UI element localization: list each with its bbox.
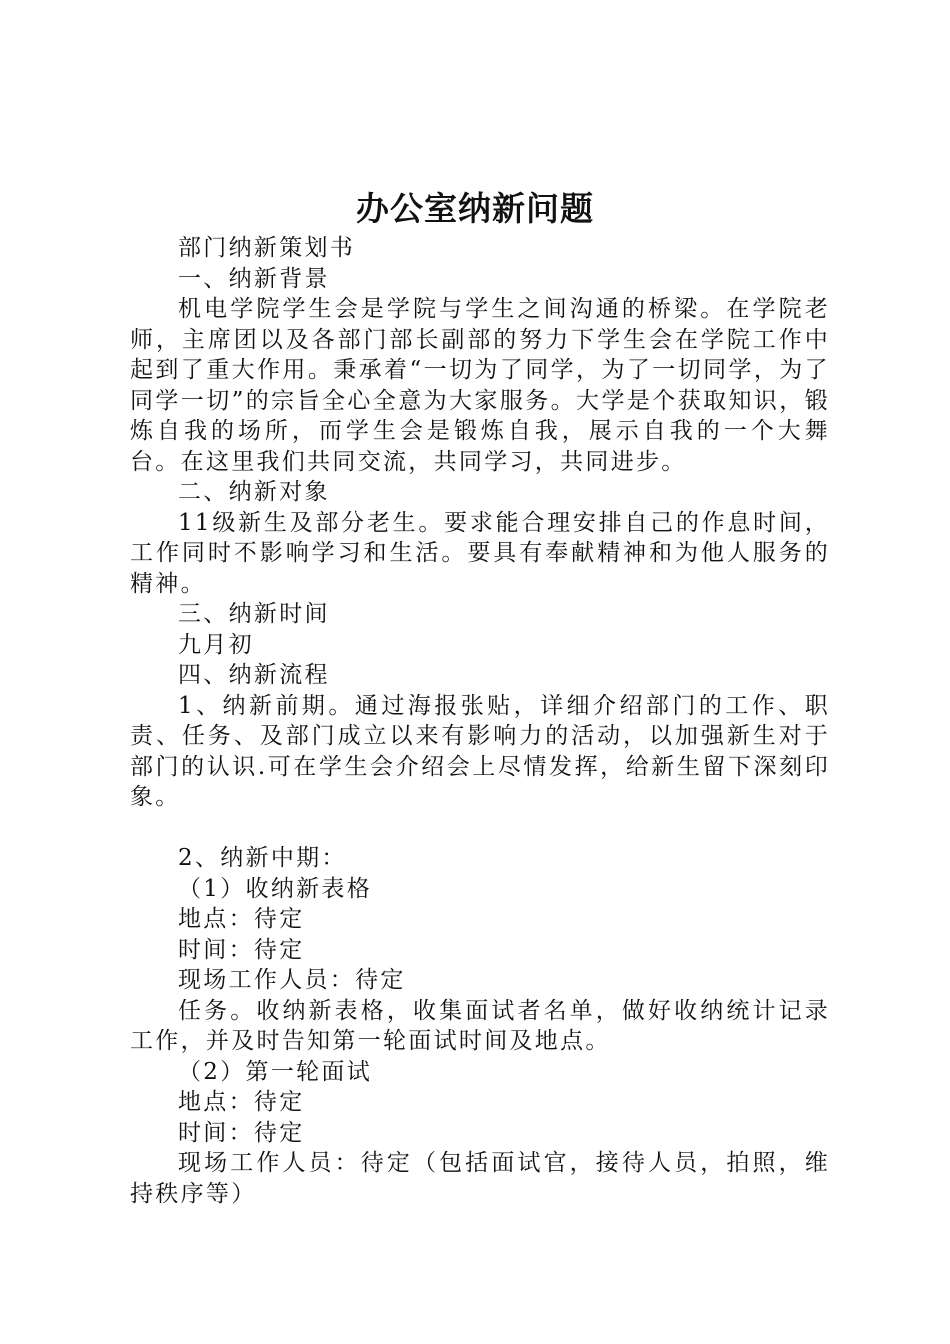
paragraph-time: 九月初: [178, 631, 254, 658]
paragraph-location-1: 地点：待定: [178, 906, 305, 932]
section-heading-process: 四、纳新流程: [178, 662, 330, 688]
section-heading-target: 二、纳新对象: [178, 479, 330, 505]
section-heading-time: 三、纳新时间: [178, 601, 330, 627]
paragraph-plan-heading: 部门纳新策划书: [178, 235, 356, 261]
paragraph-staff-1: 现场工作人员：待定: [178, 967, 406, 993]
subheading-collect-forms: （1）收纳新表格: [178, 875, 373, 902]
document-body: [130, 233, 830, 1209]
paragraph-location-2: 地点：待定: [178, 1089, 305, 1115]
subheading-first-interview: （2）第一轮面试: [178, 1058, 373, 1085]
paragraph-time-2: 时间：待定: [178, 1119, 305, 1146]
document-title: 办公室纳新问题: [356, 189, 594, 228]
paragraph-process-early: 1、纳新前期。通过海报张贴，详细介绍部门的工作、职责、任务、及部门成立以来有影响力的活动，以加强新生对于部门的认识.可在学生会介绍会上尽情发挥，给新生留下深刻印象。: [130, 692, 830, 810]
paragraph-background: 机电学院学生会是学院与学生之间沟通的桥梁。在学院老师，主席团以及各部门部长副部的努力下学生会在学院工作中起到了重大作用。秉承着“一切为了同学，为了一切同学，为了同学一切”的宗旨全心全意为大家服务。大学是个获取知识，锻炼自我的场所，而学生会是锻炼自我，展示自我的一个大舞台。在这里我们共同交流，共同学习，共同进步。: [130, 296, 830, 475]
paragraph-process-middle: 2、纳新中期：: [178, 845, 347, 871]
paragraph-time-1: 时间：待定: [178, 936, 305, 963]
paragraph-task-1: 任务。收纳新表格，收集面试者名单，做好收纳统计记录工作，并及时告知第一轮面试时间及地点。: [130, 997, 830, 1054]
paragraph-target: 11级新生及部分老生。要求能合理安排自己的作息时间，工作同时不影响学习和生活。要具有奉献精神和为他人服务的精神。: [130, 509, 830, 597]
section-heading-background: 一、纳新背景: [178, 265, 330, 292]
paragraph-staff-2: 现场工作人员：待定（包括面试官，接待人员，拍照，维持秩序等）: [130, 1150, 830, 1207]
